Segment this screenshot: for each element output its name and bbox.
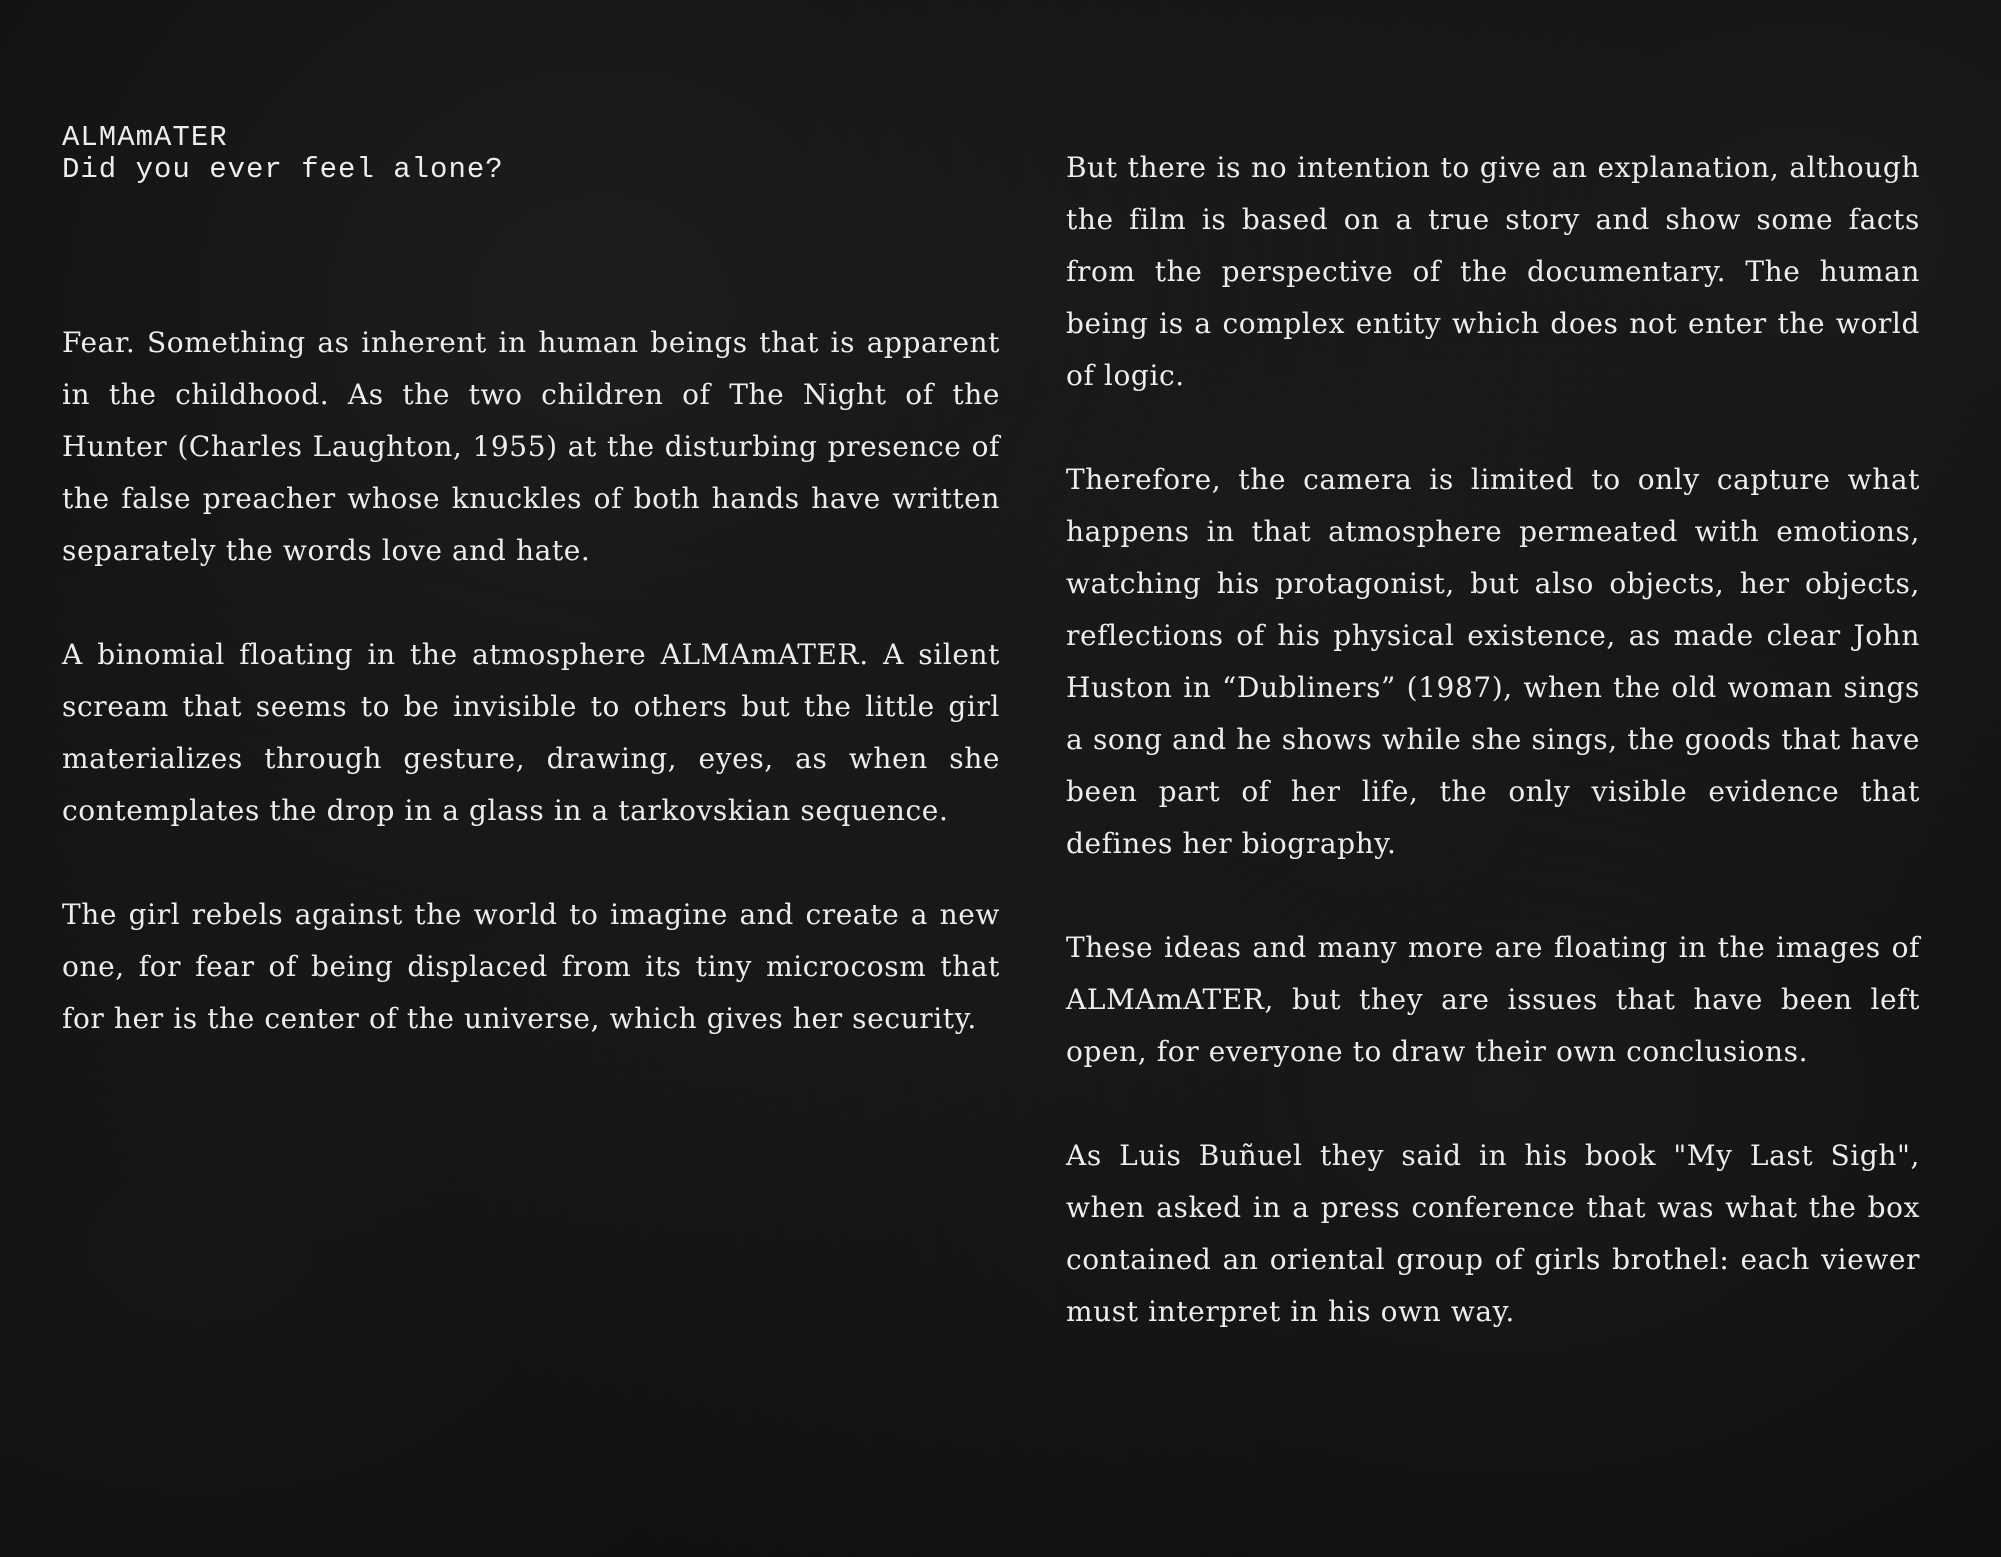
document-title: ALMAmATER (62, 121, 228, 154)
paragraph-fear: Fear. Something as inherent in human beings that is apparent in the childhood. As the two children of The Night of the Hunter (Charles Laughton, 1955) at the disturbing presence of the false preacher whose knuckles of both hands have written separately the words love and hate. (62, 326, 1000, 567)
left-column (62, 317, 1000, 1045)
header (62, 122, 504, 186)
right-column (1066, 142, 1920, 1338)
paragraph-girl-rebels: The girl rebels against the world to imagine and create a new one, for fear of being displaced from its tiny microcosm that for her is the center of the universe, which gives her security. (62, 898, 1000, 1035)
document-subtitle: Did you ever feel alone? (62, 153, 504, 186)
paragraph-camera: Therefore, the camera is limited to only capture what happens in that atmosphere permeated with emotions, watching his protagonist, but also objects, her objects, reflections of his physical existence, as made clear John Huston in “Dubliners” (1987), when the old woman sings a song and he shows while she sings, the goods that have been part of her life, the only visible evidence that defines her biography. (1066, 463, 1920, 860)
paragraph-no-explanation: But there is no intention to give an explanation, although the film is based on a true story and show some facts from the perspective of the documentary. The human being is a complex entity which does not enter the world of logic. (1066, 151, 1920, 392)
paragraph-bunuel: As Luis Buñuel they said in his book "My Last Sigh", when asked in a press conference that was what the box contained an oriental group of girls brothel: each viewer must interpret in his own way. (1066, 1139, 1920, 1328)
paragraph-ideas: These ideas and many more are floating in the images of ALMAmATER, but they are issues that have been left open, for everyone to draw their own conclusions. (1066, 931, 1920, 1068)
paragraph-binomial: A binomial floating in the atmosphere ALMAmATER. A silent scream that seems to be invisible to others but the little girl materializes through gesture, drawing, eyes, as when she contemplates the drop in a glass in a tarkovskian sequence. (62, 638, 1000, 827)
